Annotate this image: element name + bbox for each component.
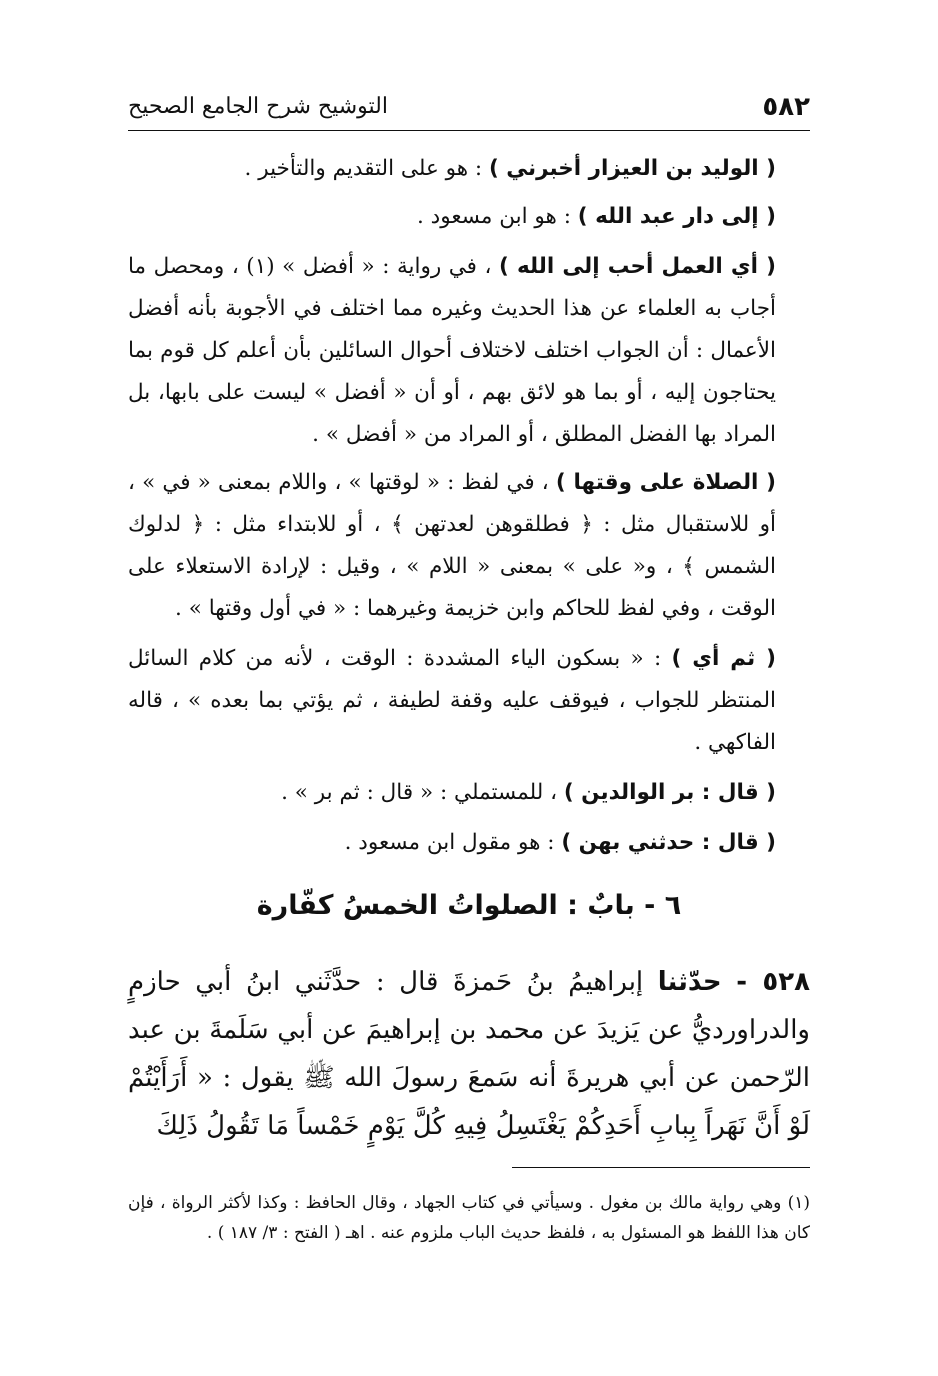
hadith-number: ٥٢٨ - xyxy=(736,967,811,997)
commentary-text: ، في لفظ : « لوقتها » ، واللام بمعنى « في » ، أو للاستقبال مثل : ﴿ فطلقوهن لعدتهن ﴾ ، أو للابتداء مثل : ﴿ لدلوك الشمس ﴾ ، و« على » بمعنى « اللام » ، وقيل : لإرادة الاستعلاء على الوقت ، وفي لفظ للحاكم وابن خزيمة وغيرهما : « في أول وقتها » . xyxy=(128,470,776,621)
commentary-text: : هو على التقديم والتأخير . xyxy=(244,156,489,181)
commentary-text: : هو مقول ابن مسعود . xyxy=(344,830,562,855)
hadith-lead: حدّثنا xyxy=(657,967,722,997)
footnote: (١) وهي رواية مالك بن مغول . وسيأتي في كتاب الجهاد ، وقال الحافظ : وكذا لأكثر الرواة ، فإن كان هذا اللفظ هو المسئول به ، فلفظ حديث الباب ملزوم عنه . اهـ ( الفتح : ٣/ ١٨٧ ) . xyxy=(128,1193,810,1243)
lemma: ( الصلاة على وقتها ) xyxy=(555,470,776,495)
commentary-paragraph xyxy=(128,196,810,238)
lemma: ( أي العمل أحب إلى الله ) xyxy=(498,254,776,279)
hadith-text: إبراهيمُ بنُ حَمزةَ قال : حدَّثَني ابنُ أبي حازمٍ والدراورديُّ عن يَزيدَ عن محمد بن إبراهيمَ عن أبي سَلَمةَ بن عبد الرّحمن عن أبي هريرةَ أنه سَمعَ رسولَ الله ﷺ يقول : « أَرَأَيْتُمْ لَوْ أَنَّ نَهَراً بِبابِ أَحَدِكُمْ يَغْتَسِلُ فِيهِ كُلَّ يَوْمٍ خَمْساً مَا تَقُولُ ذَلِكَ xyxy=(128,967,810,1141)
commentary-text: ، في رواية : « أفضل » (١) ، ومحصل ما أجاب به العلماء عن هذا الحديث وغيره مما اختلف في الأجوبة بأنه أفضل الأعمال : أن الجواب اختلف لاختلاف أحوال السائلين بأن أعلم كل قوم بما يحتاجون إليه ، أو بما هو لائق بهم ، أو أن « أفضل » ليست على بابها، بل المراد بها الفضل المطلق ، أو المراد من « أفضل » . xyxy=(128,254,776,447)
commentary-paragraph xyxy=(128,772,810,814)
lemma: ( قال : بر الوالدين ) xyxy=(563,780,776,805)
lemma: ( ثم أي ) xyxy=(671,646,776,671)
commentary-paragraph xyxy=(128,246,810,456)
commentary-paragraph xyxy=(128,638,810,764)
commentary-text: ، للمستملي : « قال : ثم بر » . xyxy=(281,780,564,805)
commentary-text: : « بسكون الياء المشددة : الوقت ، لأنه من كلام السائل المنتظر للجواب ، فيوقف عليه وقفة لطيفة ، ثم يؤتي بما بعده » ، قاله الفاكهي . xyxy=(128,646,776,755)
commentary-text: : هو ابن مسعود . xyxy=(417,204,578,229)
commentary-paragraph xyxy=(128,462,810,630)
lemma: ( الوليد بن العيزار أخبرني ) xyxy=(488,156,776,181)
commentary-paragraph xyxy=(128,822,810,864)
chapter-heading: ٦ - بابٌ : الصلواتُ الخمسُ كفّارة xyxy=(256,890,682,921)
lemma: ( قال : حدثني بهن ) xyxy=(561,830,776,855)
hadith-paragraph xyxy=(128,958,810,1150)
header-rule xyxy=(128,130,810,131)
lemma: ( إلى دار عبد الله ) xyxy=(577,204,776,229)
book-title: التوشيح شرح الجامع الصحيح xyxy=(128,94,388,119)
page-number: ٥٨٢ xyxy=(762,92,810,122)
commentary-paragraph xyxy=(128,148,810,190)
running-header xyxy=(128,92,810,132)
footnote-rule xyxy=(512,1167,810,1168)
